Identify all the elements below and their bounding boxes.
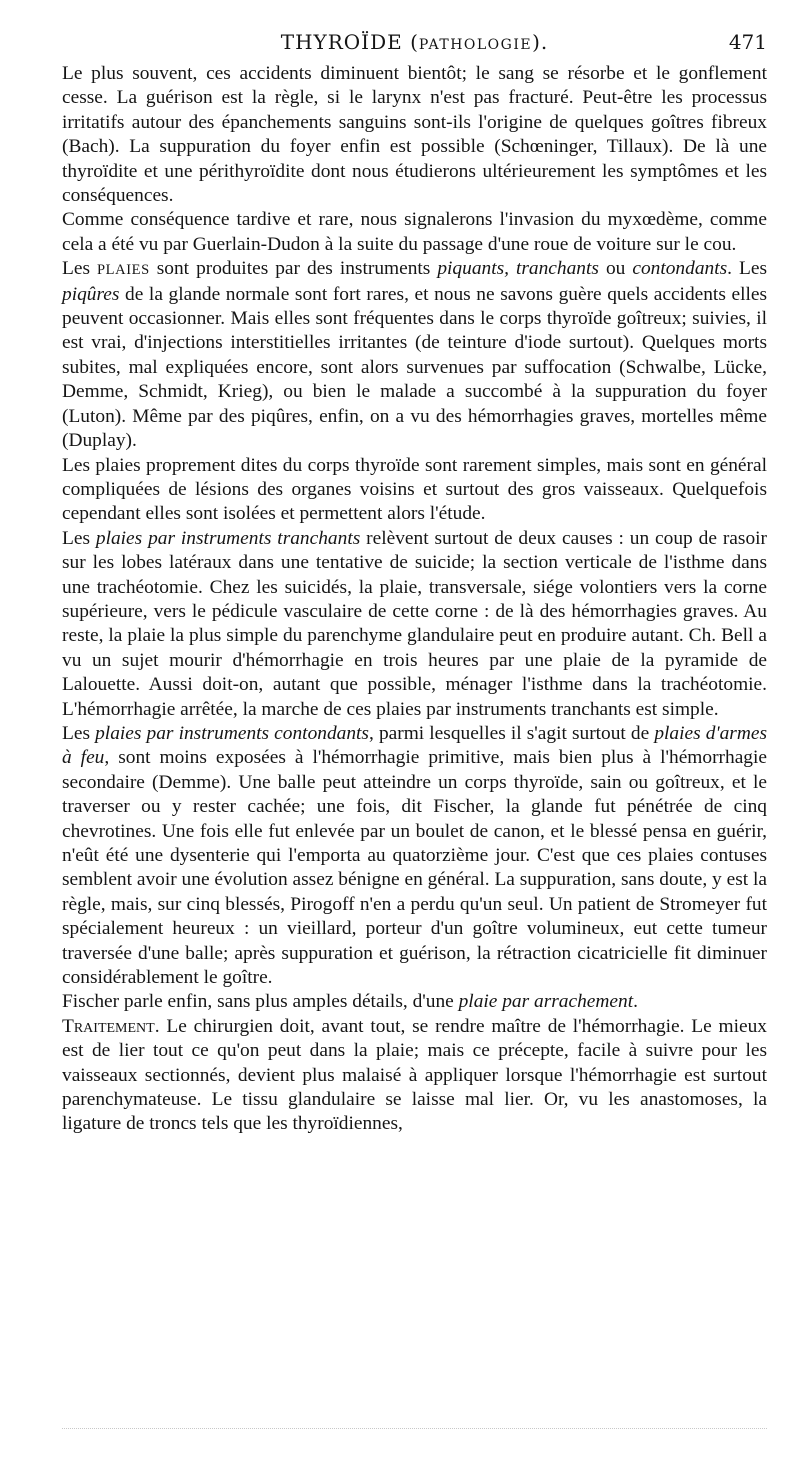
p6-text-c: , parmi lesquelles il s'agit surtout de [368, 722, 655, 744]
paragraph-2: Comme conséquence tardive et rare, nous signalerons l'invasion du myxœdème, comme cela a été vu par Guerlain-Dudon à la suite du passage d'une roue de voiture sur le cou. [62, 209, 767, 255]
page-number: 471 [728, 30, 767, 54]
paragraph-4: Les plaies proprement dites du corps thyroïde sont rarement simples, mais sont en général compliquées de lésions des organes voisins et surtout des gros vaisseaux. Quelquefois cependant elles sont isolées et permettent alors l'étude. [62, 454, 767, 525]
title-close: ). [532, 30, 549, 54]
paragraph-3 [62, 257, 767, 453]
bottom-rule [62, 1428, 767, 1429]
p3-text-a: Les [62, 258, 97, 280]
p5-text-a: Les [62, 527, 96, 549]
p7-term-arrachement: plaie par arrachement [458, 991, 634, 1013]
running-header [62, 30, 767, 58]
p8-text-b: . Le chirurgien doit, avant tout, se rendre maître de l'hémorrhagie. Le mieux est de lier tout ce qu'on peut dans la plaie; mais ce précepte, facile à suivre pour les vaisseaux sectionnés, devient plus malaisé à appliquer lorsque l'hémorrhagie est surtout parenchymateuse. Le tissu glandulaire se laisse mal lier. Or, vu les anastomoses, la ligature de troncs tels que les thyroïdiennes, [62, 1015, 767, 1135]
p3-text-e: ou [598, 258, 633, 280]
page-body [62, 62, 767, 1137]
p6-term-armes-a-feu: plaies d'armes à feu [62, 722, 768, 769]
paragraph-7 [62, 990, 767, 1014]
section-heading-traitement: Traitement [62, 1015, 155, 1037]
p6-text-e: , sont moins exposées à l'hémorrhagie primitive, mais bien plus à l'hémorrhagie secondaire (Demme). Une balle peut atteindre un corps thyroïde, sain ou goîtreux, et le traverser ou y rester cachée; une fois, dit Fischer, la glande fut pénétrée de cinq chevrotines. Une fois elle fut enlevée par un boulet de canon, et le blessé pensa en guérir, n'eût été une dysenterie qui l'emporta au quatorzième jour. C'est que ces plaies contuses semblent avoir une évolution assez bénigne en général. La suppuration, sans doute, y est la règle, mais, sur cinq blessés, Pirogoff n'en a perdu qu'un seul. Un patient de Stromeyer fut spécialement heureux : un vieillard, porteur d'un goître volumineux, eut cette tumeur traversée d'une balle; après suppuration et guérison, la rétraction cicatricielle fit diminuer considérablement le goître. [62, 747, 767, 989]
title-subject: PATHOLOGIE [418, 37, 533, 53]
p3-term-piqures: piqûres [62, 283, 120, 305]
p7-text-a: Fischer parle enfin, sans plus amples détails, d'une [62, 991, 459, 1013]
p3-text-i: de la glande normale sont fort rares, et nous ne savons guère quels accidents elles peuvent occasionner. Mais elles sont fréquentes dans le corps thyroïde goîtreux; suivies, il est vrai, d'injections interstitielles irritantes (de teinture d'iode surtout). Quelques morts subites, mal expliquées encore, sont alors survenues par suffocation (Schwalbe, Lücke, Demme, Schmidt, Krieg), ou bien le malade a succombé à la suppuration du foyer (Luton). Même par des piqûres, enfin, on a vu des hémorrhagies graves, mortelles même (Duplay). [62, 283, 767, 452]
p6-term-contondants: plaies par instruments contondants [95, 722, 369, 744]
p3-text-g: . Les [727, 258, 767, 280]
p6-text-a: Les [62, 722, 96, 744]
paragraph-1: Le plus souvent, ces accidents diminuent bientôt; le sang se résorbe et le gonflement cesse. La guérison est la règle, si le larynx n'est pas fracturé. Peut-être les processus irritatifs autour des épanchements sanguins sont-ils l'origine de quelques goîtres fibreux (Bach). La suppuration du foyer enfin est possible (Schœninger, Tillaux). De là une thyroïdite et une périthyroïdite dont nous étudierons ultérieurement les symptômes et les conséquences. [62, 63, 767, 207]
p5-text-c: relèvent surtout de deux causes : un coup de rasoir sur les lobes latéraux dans une tentative de suicide; la section verticale de l'isthme dans une trachéotomie. Chez les suicidés, la plaie, transversale, siége volontiers vers la corne supérieure, vers le pédicule vasculaire de cette corne : de là des hémorrhagies graves. Au reste, la plaie la plus simple du parenchyme glandulaire peut en produire autant. Ch. Bell a vu un sujet mourir d'hémorrhagie en trois heures par une plaie de la pyramide de Lalouette. Aussi doit-on, autant que possible, ménager l'isthme dans la trachéotomie. L'hémorrhagie arrêtée, la marche de ces plaies par instruments tranchants est simple. [62, 527, 767, 720]
paragraph-8 [62, 1015, 767, 1137]
p3-term-piquants: piquants, tranchants [437, 258, 599, 280]
running-title [62, 30, 767, 54]
p3-text-c: sont produites par des instruments [149, 258, 438, 280]
p7-text-c: . [633, 991, 638, 1013]
title-main: THYROÏDE ( [280, 30, 419, 54]
p3-term-contondants: contondants [632, 258, 728, 280]
paragraph-6 [62, 722, 767, 990]
paragraph-5 [62, 527, 767, 722]
p5-term-tranchants: plaies par instruments tranchants [95, 527, 361, 549]
p3-term-plaies: PLAIES [97, 262, 150, 279]
